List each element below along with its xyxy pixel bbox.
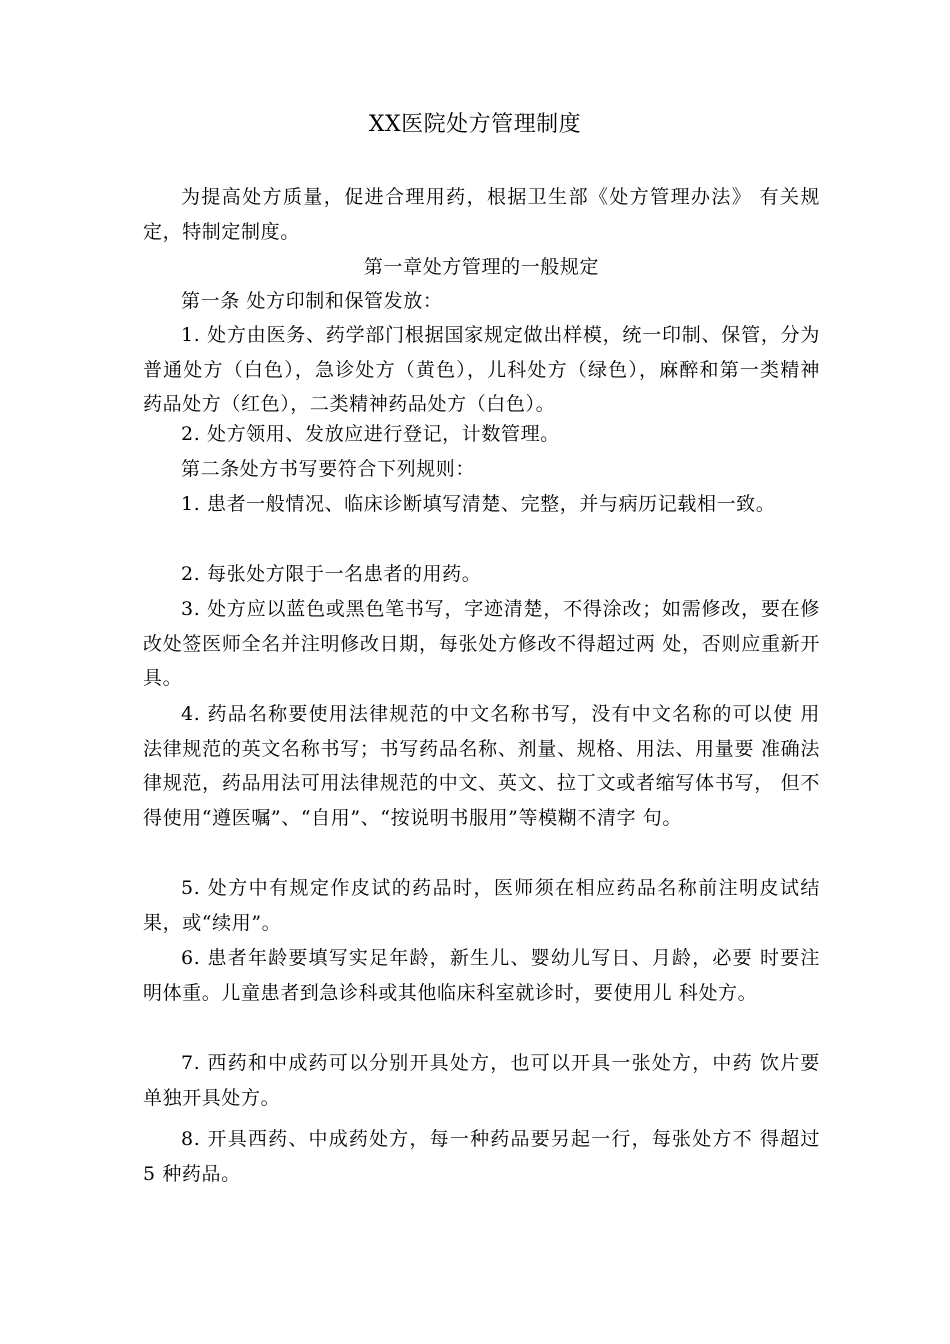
article-1-item-1: 1. 处方由医务、药学部门根据国家规定做出样模，统一印制、保管，分为普通处方（白色），急诊处方（黄色），儿科处方（绿色），麻醉和第一类精神药品处方（红色），二类精神药品处方（白色）。 [143,324,820,415]
article-2-item-7: 7. 西药和中成药可以分别开具处方，也可以开具一张处方，中药 饮片要单独开具处方。 [143,1052,820,1109]
article-2-item-8: 8. 开具西药、中成药处方，每一种药品要另起一行，每张处方不 得超过 5 种药品。 [143,1128,820,1185]
article-2-heading: 第二条处方书写要符合下列规则： [181,458,476,480]
document-title: XX医院处方管理制度 [368,112,582,137]
article-2-item-1: 1. 患者一般情况、临床诊断填写清楚、完整，并与病历记载相一致。 [181,493,776,515]
article-1-item-2: 2. 处方领用、发放应进行登记，计数管理。 [181,423,560,445]
article-2-item-6: 6. 患者年龄要填写实足年龄，新生儿、婴幼儿写日、月龄，必要 时要注明体重。儿童患者到急诊科或其他临床科室就诊时，要使用儿 科处方。 [143,947,820,1004]
article-1-heading: 第一条 处方印制和保管发放： [181,290,443,312]
chapter-heading: 第一章处方管理的一般规定 [363,256,600,278]
article-2-item-3: 3. 处方应以蓝色或黑色笔书写，字迹清楚，不得涂改；如需修改，要在修改处签医师全名并注明修改日期，每张处方修改不得超过两 处，否则应重新开具。 [143,598,820,689]
article-2-item-5: 5. 处方中有规定作皮试的药品时，医师须在相应药品名称前注明皮试结果，或“续用”。 [143,877,820,934]
intro-paragraph: 为提高处方质量，促进合理用药，根据卫生部《处方管理办法》 有关规定，特制定制度。 [143,186,820,243]
article-2-item-4: 4. 药品名称要使用法律规范的中文名称书写，没有中文名称的可以使 用法律规范的英文名称书写；书写药品名称、剂量、规格、用法、用量要 准确法律规范，药品用法可用法律规范的中文、英文、拉丁文或者缩写体书写， 但不得使用“遵医嘱”、“自用”、“按说明书服用”等模糊不清字 句。 [143,703,820,829]
article-2-item-2: 2. 每张处方限于一名患者的用药。 [181,563,482,585]
